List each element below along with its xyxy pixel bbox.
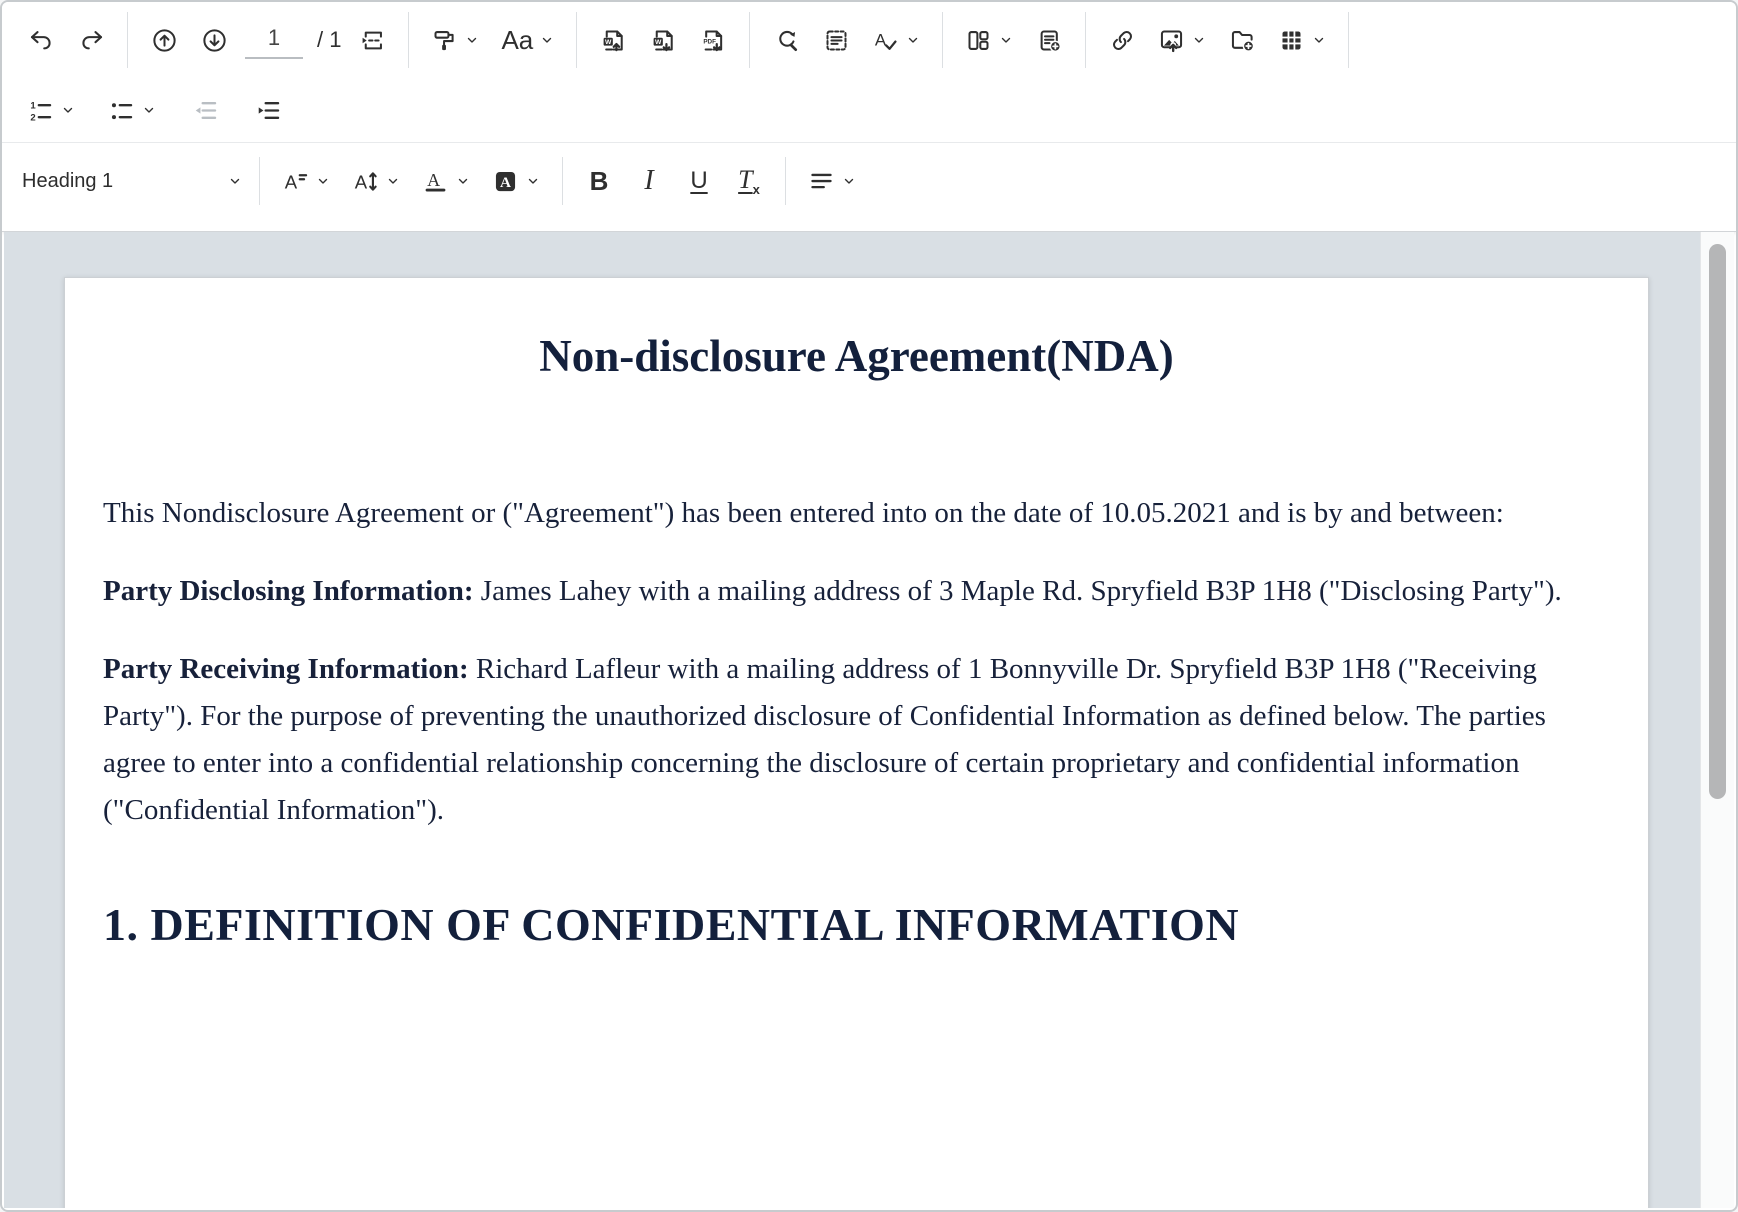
paragraph-style-label: Heading 1 [22, 169, 114, 192]
toolbar-divider [259, 157, 260, 205]
insert-file-button[interactable] [1220, 13, 1264, 67]
table-icon [1278, 27, 1305, 54]
font-adjust-icon [282, 168, 309, 195]
previous-page-button[interactable] [142, 13, 186, 67]
svg-text:A: A [284, 171, 298, 193]
scrollbar-thumb[interactable] [1709, 244, 1726, 799]
format-painter-icon [431, 27, 458, 54]
svg-text:A: A [427, 169, 441, 190]
outdent-icon [192, 97, 219, 124]
font-size-icon [352, 168, 379, 195]
insert-image-button[interactable] [1150, 13, 1214, 67]
chevron-down-icon[interactable] [999, 33, 1013, 47]
select-all-button[interactable] [814, 13, 858, 67]
svg-text:W: W [604, 38, 612, 46]
redo-button[interactable] [69, 13, 113, 67]
highlight-color-icon [492, 168, 519, 195]
increase-indent-button[interactable] [246, 83, 290, 137]
text-case-label: Aa [501, 24, 534, 55]
export-pdf-button[interactable] [691, 13, 735, 67]
highlight-color-button[interactable] [484, 154, 548, 208]
chevron-down-icon[interactable] [316, 174, 330, 188]
indent-icon [255, 97, 282, 124]
svg-text:1: 1 [30, 100, 36, 112]
link-icon [1109, 27, 1136, 54]
svg-text:PDF: PDF [703, 38, 716, 46]
document-canvas [4, 232, 1734, 1208]
export-docx-button[interactable] [641, 13, 685, 67]
paragraph-style-select[interactable] [16, 154, 248, 208]
underline-button[interactable] [677, 154, 721, 208]
disclosing-party-label: Party Disclosing Information: [103, 575, 474, 607]
toolbar-divider [562, 157, 563, 205]
svg-text:A: A [500, 173, 511, 191]
toolbar-divider [576, 12, 577, 68]
toolbar-divider [785, 157, 786, 205]
arrow-up-circle-icon [151, 27, 178, 54]
layout-button[interactable] [957, 13, 1021, 67]
page-break-icon [359, 27, 386, 54]
italic-label: I [644, 165, 654, 196]
import-docx-button[interactable] [591, 13, 635, 67]
toolbar-divider [127, 12, 128, 68]
undo-icon [28, 27, 55, 54]
chevron-down-icon[interactable] [906, 33, 920, 47]
chevron-down-icon[interactable] [142, 103, 156, 117]
svg-text:2: 2 [30, 112, 36, 124]
chevron-down-icon[interactable] [228, 174, 242, 188]
align-left-icon [808, 168, 835, 195]
vertical-scrollbar[interactable] [1700, 232, 1734, 1208]
spellcheck-button[interactable] [864, 13, 928, 67]
disclosing-party-paragraph [103, 568, 1610, 615]
find-replace-button[interactable] [764, 13, 808, 67]
font-size-button[interactable] [344, 154, 408, 208]
link-button[interactable] [1100, 13, 1144, 67]
document-page[interactable] [64, 277, 1649, 1208]
next-page-button[interactable] [192, 13, 236, 67]
svg-text:A: A [875, 30, 887, 50]
chevron-down-icon[interactable] [456, 174, 470, 188]
document-title: Non-disclosure Agreement(NDA) [539, 331, 1174, 381]
underline-label: U [690, 167, 708, 194]
italic-button[interactable] [627, 154, 671, 208]
find-replace-icon [773, 27, 800, 54]
page-indicator [245, 21, 341, 59]
arrow-down-circle-icon [201, 27, 228, 54]
font-color-icon [422, 168, 449, 195]
chevron-down-icon[interactable] [526, 174, 540, 188]
toolbar-divider [749, 12, 750, 68]
toolbar-divider [1085, 12, 1086, 68]
bold-button[interactable] [577, 154, 621, 208]
receiving-party-paragraph [103, 646, 1610, 834]
chevron-down-icon[interactable] [1192, 33, 1206, 47]
format-painter-button[interactable] [423, 13, 487, 67]
clear-formatting-button[interactable] [727, 154, 771, 208]
add-page-button[interactable] [1027, 13, 1071, 67]
toolbar-row-main [2, 2, 1736, 78]
docx-upload-icon [600, 27, 627, 54]
toolbar-divider [408, 12, 409, 68]
svg-text:A: A [354, 171, 368, 193]
spellcheck-icon [872, 27, 899, 54]
clear-formatting-label: $T_x$ [738, 164, 760, 198]
numbered-list-button[interactable] [19, 83, 83, 137]
receiving-party-label: Party Receiving Information: [103, 653, 469, 685]
redo-icon [78, 27, 105, 54]
numbered-list-icon [27, 97, 54, 124]
layout-columns-icon [965, 27, 992, 54]
chevron-down-icon[interactable] [1312, 33, 1326, 47]
chevron-down-icon[interactable] [842, 174, 856, 188]
bold-label: B [589, 165, 609, 196]
disclosing-party-text: James Lahey with a mailing address of 3 Maple Rd. Spryfield B3P 1H8 ("Disclosing Party"). [473, 575, 1562, 607]
font-adjust-button[interactable] [274, 154, 338, 208]
pdf-download-icon [700, 27, 727, 54]
undo-button[interactable] [19, 13, 63, 67]
select-all-icon [823, 27, 850, 54]
image-upload-icon [1158, 27, 1185, 54]
page-break-button[interactable] [350, 13, 394, 67]
toolbar-row-lists [2, 78, 1736, 142]
section-heading: 1. DEFINITION OF CONFIDENTIAL INFORMATION [103, 899, 1240, 950]
toolbar [2, 2, 1736, 232]
chevron-down-icon[interactable] [61, 103, 75, 117]
font-color-button[interactable] [414, 154, 478, 208]
text-case-button[interactable] [493, 13, 562, 67]
bullet-list-icon [108, 97, 135, 124]
folder-add-icon [1229, 27, 1256, 54]
page-number-input[interactable]: 1 [245, 21, 303, 59]
toolbar-row-format [2, 142, 1736, 231]
add-page-icon [1036, 27, 1063, 54]
svg-text:W: W [654, 38, 662, 46]
docx-download-icon [650, 27, 677, 54]
chevron-down-icon[interactable] [465, 33, 479, 47]
intro-paragraph: This Nondisclosure Agreement or ("Agreement") has been entered into on the date of 10.05.2021 and is by and between: [103, 497, 1504, 529]
insert-table-button[interactable] [1270, 13, 1334, 67]
toolbar-divider [1348, 12, 1349, 68]
chevron-down-icon[interactable] [386, 174, 400, 188]
decrease-indent-button[interactable] [183, 83, 227, 137]
chevron-down-icon[interactable] [540, 33, 554, 47]
receiving-party-text: Richard Lafleur with a mailing address of 1 Bonnyville Dr. Spryfield B3P 1H8 ("Receiving Party"). For the purpose of preventing the unauthorized disclosure of Confidential Information as defined below. The parties agree to enter into a confidential relationship concerning the disclosure of certain proprietary and confidential information ("Confidential Information"). [103, 653, 1546, 826]
bullet-list-button[interactable] [100, 83, 164, 137]
page-total-label: / 1 [317, 27, 342, 52]
toolbar-divider [942, 12, 943, 68]
align-button[interactable] [800, 154, 864, 208]
